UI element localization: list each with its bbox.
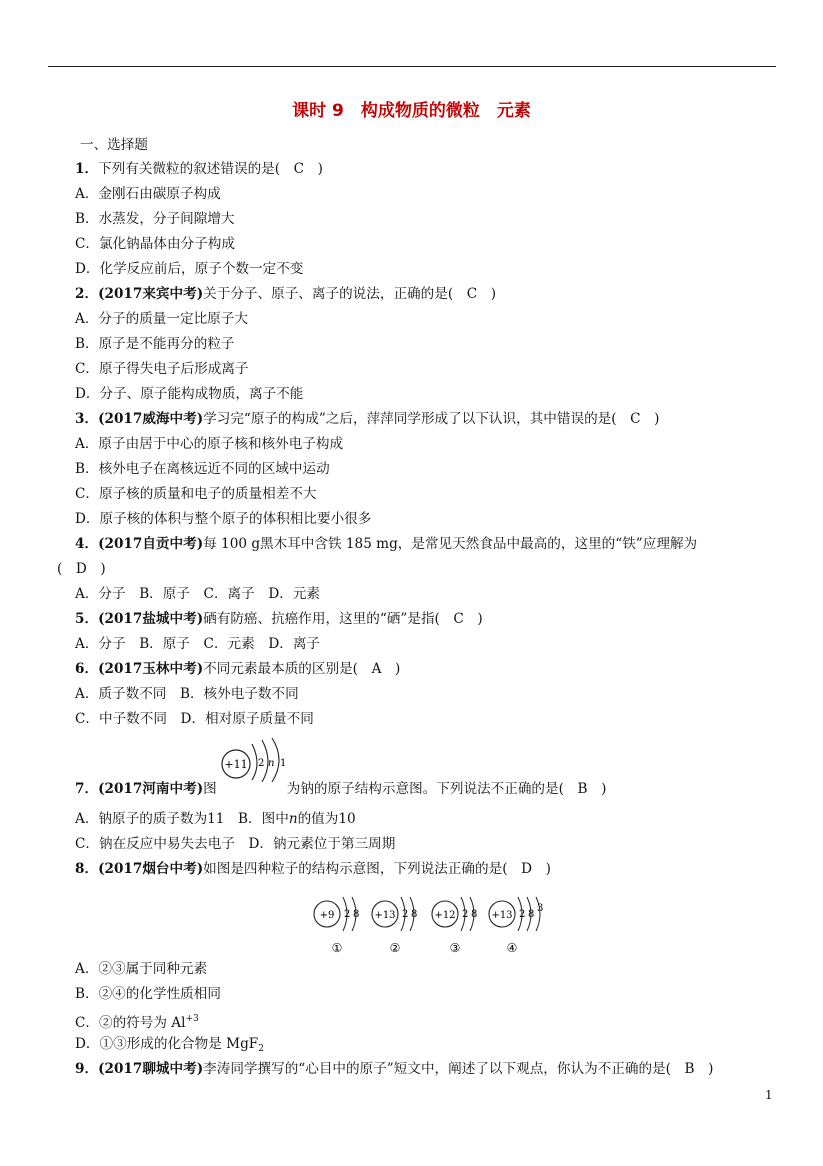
question-stem-pre: 图: [203, 781, 217, 797]
shell-count: 2: [402, 909, 409, 920]
question-source: (2017河南中考): [98, 781, 204, 797]
question-stem: 学习完“原子的构成”之后，萍萍同学形成了以下认识，其中错误的是( C ): [203, 411, 660, 427]
shell-count: 8: [411, 909, 418, 920]
particle-diagram: [372, 897, 417, 955]
shell-count: 3: [537, 903, 544, 914]
option: D．分子、原子能构成物质，离子不能: [75, 386, 304, 402]
question-stem: 每 100 g黑木耳中含铁 185 mg，是常见天然食品中最高的，这里的“铁”应理解为: [203, 536, 698, 552]
option: A．金刚石由碳原子构成: [75, 186, 221, 202]
shell-count: 2: [519, 909, 526, 920]
nucleus-charge: +9: [319, 910, 335, 921]
question-7: [75, 780, 606, 798]
particle-diagrams: [305, 888, 555, 958]
option: A．分子 B．原子 C．元素 D．离子: [75, 636, 321, 652]
shell-count: 1: [280, 758, 287, 769]
particle-diagram: [489, 897, 543, 955]
option: A．原子由居于中心的原子核和核外电子构成: [75, 436, 344, 452]
question-number: 5．: [75, 611, 99, 627]
question-number: 2．: [75, 286, 99, 302]
superscript: +3: [185, 1014, 199, 1024]
option-text: 的值为10: [297, 811, 356, 827]
question-number: 6．: [75, 661, 99, 677]
shell-count: 2: [462, 909, 469, 920]
option: A．分子 B．原子 C．离子 D．元素: [75, 586, 321, 602]
shell-count: 2: [258, 758, 265, 769]
question-number: 9．: [75, 1061, 99, 1077]
option: C．原子得失电子后形成离子: [75, 361, 249, 377]
option: A．分子的质量一定比原子大: [75, 311, 248, 327]
question-source: (2017自贡中考): [98, 536, 204, 552]
nucleus-charge: +11: [224, 758, 248, 771]
section-heading: 一、选择题: [80, 137, 148, 153]
question-5: [75, 610, 483, 628]
shell-count: 8: [353, 909, 360, 920]
question-4: [75, 535, 697, 553]
page-title: 课时 9 构成物质的微粒 元素: [292, 101, 531, 121]
particle-label: ②: [389, 941, 401, 955]
question-stem: 不同元素最本质的区别是( A ): [203, 661, 401, 677]
option: B．②④的化学性质相同: [75, 986, 221, 1002]
question-source: (2017盐城中考): [98, 611, 204, 627]
question-number: 8．: [75, 861, 99, 877]
option: [75, 1035, 264, 1058]
nucleus-charge: +12: [434, 910, 456, 921]
option: C．钠在反应中易失去电子 D．钠元素位于第三周期: [75, 836, 396, 852]
question-stem: 李涛同学撰写的“心目中的原子”短文中，阐述了以下观点，你认为不正确的是( B ): [203, 1061, 714, 1077]
shell-count: 8: [528, 909, 535, 920]
question-source: (2017来宾中考): [98, 286, 204, 302]
option: [75, 1010, 199, 1032]
question-number: 1．: [75, 161, 99, 177]
shell-count: n: [268, 758, 275, 769]
question-9: [75, 1060, 713, 1078]
option-text: A．钠原子的质子数为11 B．图中: [75, 811, 289, 827]
option-text: C．②的符号为 Al: [75, 1015, 186, 1031]
question-6: [75, 660, 400, 678]
sodium-atom-diagram: [218, 736, 290, 782]
particle-label: ①: [331, 941, 343, 955]
question-number: 3．: [75, 411, 99, 427]
option-variable: n: [288, 811, 298, 827]
option: D．化学反应前后，原子个数一定不变: [75, 261, 304, 277]
subscript: 2: [258, 1044, 264, 1054]
nucleus-charge: +13: [374, 910, 396, 921]
question-source: (2017威海中考): [98, 411, 204, 427]
question-stem: 下列有关微粒的叙述错误的是( C ): [98, 161, 323, 177]
question-source: (2017烟台中考): [98, 861, 204, 877]
option: A．质子数不同 B．核外电子数不同: [75, 686, 299, 702]
particle-diagram: [432, 897, 477, 955]
option-text: D．①③形成的化合物是 MgF: [75, 1036, 259, 1052]
question-stem: 如图是四种粒子的结构示意图，下列说法正确的是( D ): [203, 861, 551, 877]
question-source: (2017玉林中考): [98, 661, 204, 677]
question-8: [75, 860, 551, 878]
question-source: (2017聊城中考): [98, 1061, 204, 1077]
particle-diagram: [314, 897, 359, 955]
page-number: 1: [765, 1088, 773, 1102]
question-3: [75, 410, 659, 428]
option: A．②③属于同种元素: [75, 961, 208, 977]
header-rule: [48, 66, 776, 67]
shell-count: 2: [344, 909, 351, 920]
question-2: [75, 285, 496, 303]
question-stem: 硒有防癌、抗癌作用，这里的“硒”是指( C ): [203, 611, 483, 627]
question-stem-post: 为钠的原子结构示意图。下列说法不正确的是( B ): [286, 781, 607, 797]
option: B．原子是不能再分的粒子: [75, 336, 235, 352]
particle-label: ④: [506, 941, 518, 955]
option: C．原子核的质量和电子的质量相差不大: [75, 486, 317, 502]
electron-shell-1: [252, 744, 257, 780]
option: B．水蒸发，分子间隙增大: [75, 211, 235, 227]
option: B．核外电子在离核远近不同的区域中运动: [75, 461, 330, 477]
option: [75, 810, 356, 828]
option: C．中子数不同 D．相对原子质量不同: [75, 711, 314, 727]
shell-count: 8: [471, 909, 478, 920]
question-number: 7．: [75, 781, 99, 797]
option: C．氯化钠晶体由分子构成: [75, 236, 235, 252]
particle-label: ③: [449, 941, 461, 955]
option: D．原子核的体积与整个原子的体积相比要小很多: [75, 511, 372, 527]
nucleus-charge: +13: [491, 910, 513, 921]
question-1: [75, 160, 323, 178]
question-stem: 关于分子、原子、离子的说法，正确的是( C ): [203, 286, 497, 302]
question-number: 4．: [75, 536, 99, 552]
answer-continuation: ( D ): [57, 561, 106, 577]
